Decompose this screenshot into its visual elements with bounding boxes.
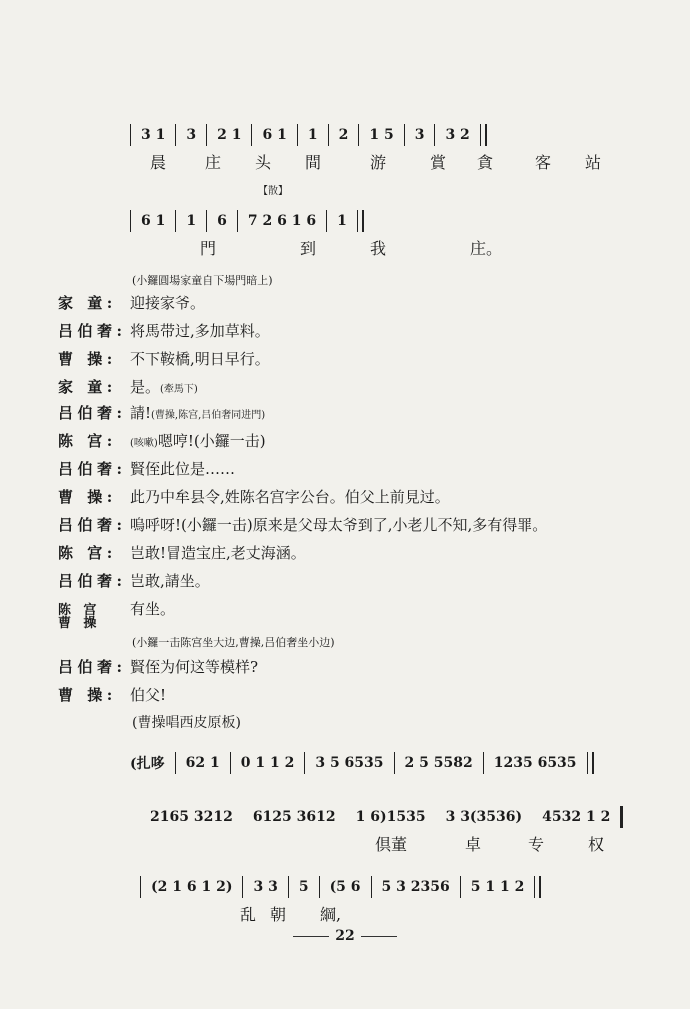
spoken-line: 嗚呼呀!(小鑼一击)原来是父母太爷到了,小老儿不知,多有得罪。: [130, 516, 548, 534]
notation-cell: (2 1 6 1 2): [151, 879, 233, 895]
speaker-name: 曹 操:: [58, 488, 117, 506]
lyric-char: 乱: [240, 905, 257, 924]
dialogue-row: [58, 570, 210, 591]
notation-cell: 6125 3612: [252, 809, 336, 825]
speaker-name: 吕伯奢:: [58, 460, 127, 478]
notation-cell: 5 1 1 2: [470, 879, 525, 895]
notation-cell: 6 1: [262, 127, 287, 143]
dialogue-row: [58, 598, 175, 630]
barline: [358, 124, 359, 146]
speaker-name: 曹 操:: [58, 686, 117, 704]
notation-cell: 3: [186, 127, 197, 143]
spoken-line: 不下鞍橋,明日早行。: [130, 350, 270, 368]
barline-end: [587, 752, 594, 774]
stage-note: (咳嗽): [130, 438, 158, 449]
barline: [434, 124, 435, 146]
lyric-char: 晨: [150, 153, 167, 172]
barline: [404, 124, 405, 146]
barline: [319, 876, 320, 898]
lyric-char: 貪: [477, 153, 494, 172]
notation-cell: 4532 1 2: [542, 809, 611, 825]
lyric-char: 卓: [465, 835, 482, 854]
lyric-char: 庄: [205, 153, 222, 172]
barline: [304, 752, 305, 774]
dialogue-row: [58, 320, 270, 341]
barline: [140, 876, 141, 898]
dialogue-row: [58, 684, 166, 705]
barline: [326, 210, 327, 232]
lyric-char: 到: [300, 239, 317, 258]
stage-direction-2: (小鑼一击陈宫坐大边,曹操,吕伯奢坐小边): [132, 636, 335, 649]
dialogue-row: [58, 376, 198, 397]
lyric-char: 客: [535, 153, 552, 172]
barline: [206, 210, 207, 232]
barline: [230, 752, 231, 774]
barline: [130, 124, 131, 146]
barline: [394, 752, 395, 774]
speaker-name: 吕伯奢:: [58, 404, 127, 422]
notation-cell: 5 3 2356: [381, 879, 450, 895]
notation-cell: 6: [217, 213, 227, 229]
notation-cell: 2 5 5582: [404, 755, 473, 771]
stage-note: (牽馬下): [160, 384, 198, 395]
spoken-line: 嗯哼!(小鑼一击): [157, 432, 266, 450]
spoken-line: 賢侄为何这等模样?: [130, 658, 259, 676]
lyric-char: 站: [585, 153, 602, 172]
spoken-line: 岂敢!冒造宝庄,老丈海涵。: [130, 544, 306, 562]
notation-cell: 0 1 1 2: [240, 755, 295, 771]
spoken-line: 是。: [130, 378, 161, 396]
notation-cell: 2165 3212: [150, 809, 233, 825]
dialogue-row: [58, 292, 205, 313]
notation-cell: 1235 6535: [493, 755, 577, 771]
notation-cell: (5 6: [329, 879, 361, 895]
lyric-char: 倶董: [375, 835, 408, 854]
notation-cell: 1: [307, 127, 318, 143]
notation-cell: 3 3(3536): [445, 809, 523, 825]
score-line-4: [130, 802, 630, 862]
lyric-char: 权: [588, 835, 605, 854]
barline: [460, 876, 461, 898]
barline: [483, 752, 484, 774]
notation-cell: 5: [298, 879, 309, 895]
barline: [288, 876, 289, 898]
barline: [251, 124, 252, 146]
barline: [175, 124, 176, 146]
spoken-line: 伯父!: [130, 686, 167, 704]
score-prefix: (扎哆: [130, 756, 165, 772]
page-number: [0, 928, 690, 944]
lyric-char: 游: [370, 153, 387, 172]
speaker-name: 吕伯奢:: [58, 516, 127, 534]
page-number-text: 22: [335, 928, 355, 944]
score-line-5: [130, 872, 630, 932]
speaker-name: 吕伯奢:: [58, 572, 127, 590]
spoken-line: 岂敢,請坐。: [130, 572, 210, 590]
barline: [237, 210, 238, 232]
speaker-name: 陈 宫:: [58, 544, 117, 562]
barline: [130, 210, 131, 232]
speaker-name: 曹 操:: [58, 350, 117, 368]
lyric-char: 我: [370, 239, 387, 258]
notation-cell: 62 1: [185, 755, 220, 771]
score-line-2: [120, 206, 630, 266]
lyric-char: 間: [305, 153, 322, 172]
notation-cell: 1 6)1535: [355, 809, 426, 825]
dialogue-row: [58, 458, 235, 479]
score-line-1: [120, 120, 630, 180]
speaker-name: 吕伯奢:: [58, 658, 127, 676]
notation-cell: 3 1: [141, 127, 166, 143]
lyric-char: 門: [200, 239, 217, 258]
score-line-3: [130, 748, 630, 808]
lyric-char: 朝: [270, 905, 287, 924]
barline-end: [480, 124, 487, 146]
speaker-name: 陈 宫 曹 操: [58, 603, 101, 631]
barline-end: [620, 806, 623, 828]
dialogue-row: [58, 430, 266, 451]
dialogue-row: [58, 514, 547, 535]
barline: [206, 124, 207, 146]
tempo-marker: 【散】: [258, 186, 288, 197]
notation-cell: 3 2: [445, 127, 470, 143]
barline: [297, 124, 298, 146]
speaker-name: 家 童:: [58, 378, 117, 396]
spoken-line: 迎接家爷。: [130, 294, 206, 312]
notation-cell: 3: [414, 127, 425, 143]
notation-cell: 3 3: [253, 879, 278, 895]
lyric-char: 专: [528, 835, 545, 854]
notation-cell: 6 1: [141, 213, 166, 229]
barline: [328, 124, 329, 146]
barline: [175, 752, 176, 774]
notation-cell: 3 5 6535: [315, 755, 384, 771]
notation-cell: 2 1: [217, 127, 242, 143]
barline: [242, 876, 243, 898]
barline-end: [534, 876, 541, 898]
lyric-char: 賞: [430, 153, 447, 172]
notation-cell: 1: [337, 213, 347, 229]
notation-cell: 2: [338, 127, 349, 143]
barline: [371, 876, 372, 898]
lyric-char: 头: [255, 153, 272, 172]
notation-cell: 1 5: [369, 127, 394, 143]
speaker-name: 家 童:: [58, 294, 117, 312]
spoken-line: 賢侄此位是……: [130, 460, 236, 478]
notation-cell: 7 2 6 1 6: [247, 213, 317, 229]
dialogue-row: [58, 542, 306, 563]
lyric-char: 庄。: [470, 239, 503, 258]
stage-direction-1: (小鑼圓場家童自下場門暗上): [132, 274, 273, 287]
barline: [175, 210, 176, 232]
stage-note: (曹操,陈宫,吕伯奢同进門): [151, 410, 266, 421]
barline-end: [357, 210, 364, 232]
spoken-line: 請!: [130, 404, 152, 422]
dialogue-row: [58, 402, 265, 423]
spoken-line: 有坐。: [130, 600, 176, 618]
spoken-line: 此乃中牟县令,姓陈名宫字公台。伯父上前見过。: [130, 488, 450, 506]
dialogue-row: [58, 486, 450, 507]
dialogue-row: [58, 656, 258, 677]
dialogue-row: [58, 348, 270, 369]
sung-label: (曹操唱西皮原板): [132, 715, 241, 731]
speaker-name: 陈 宫:: [58, 432, 117, 450]
spoken-line: 将馬带过,多加草料。: [130, 322, 270, 340]
speaker-name: 吕伯奢:: [58, 322, 127, 340]
lyric-char: 綱,: [320, 905, 342, 924]
notation-cell: 1: [186, 213, 197, 229]
